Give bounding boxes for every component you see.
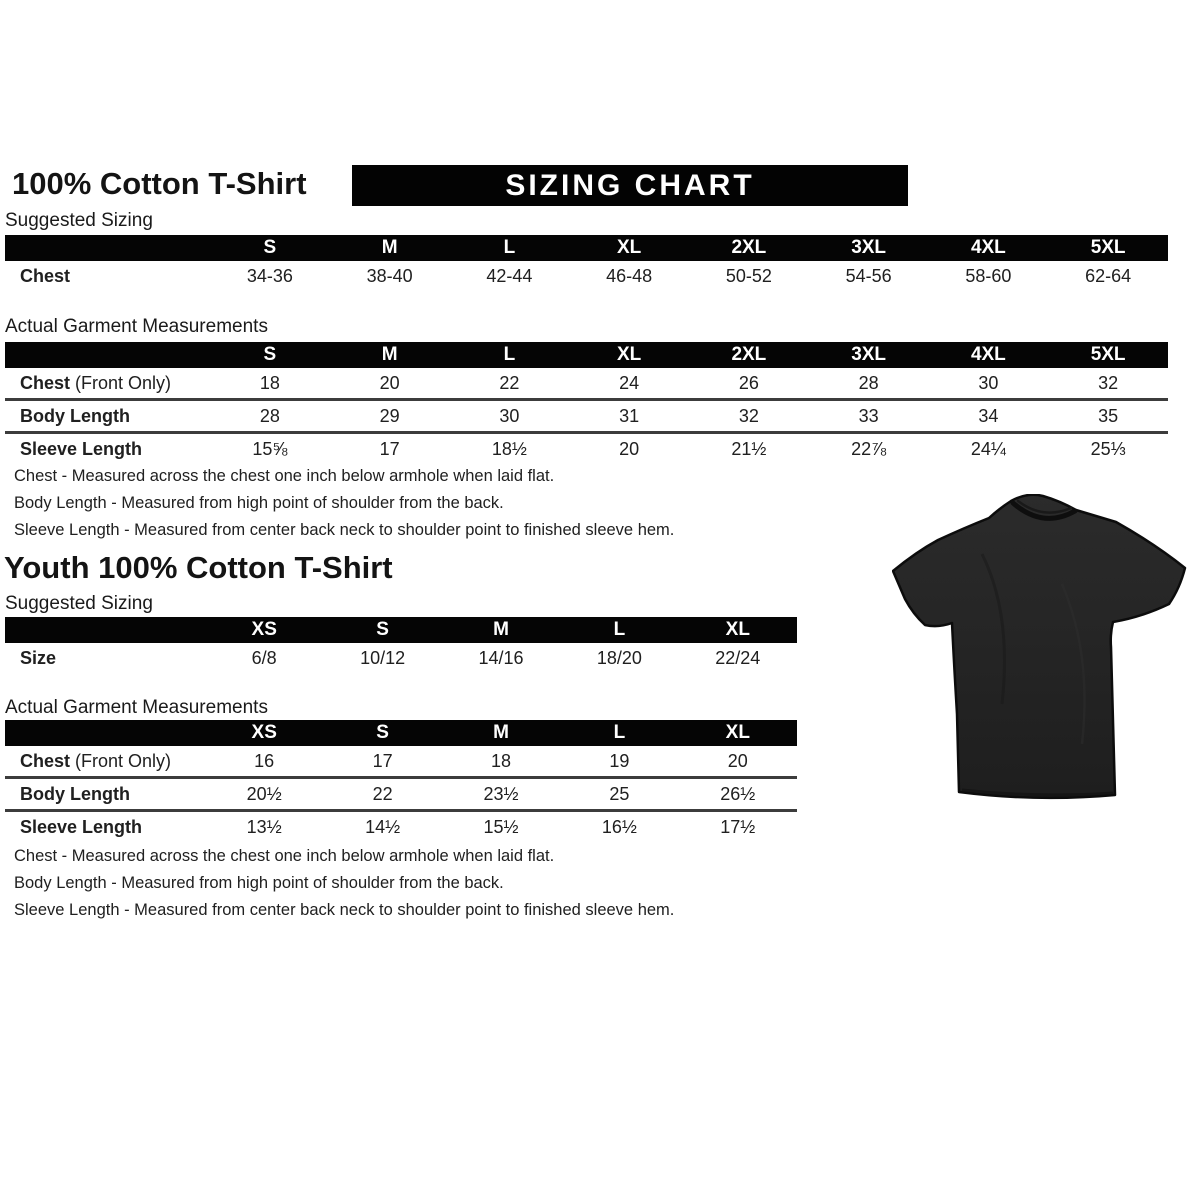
size-column-header: 4XL xyxy=(970,237,1006,258)
measurement-value: 16½ xyxy=(601,816,637,837)
size-column-header: 5XL xyxy=(1090,237,1126,258)
table-header-row xyxy=(5,617,797,643)
measurement-value: 25 xyxy=(609,783,630,804)
measurement-value: 14/16 xyxy=(478,647,524,668)
row-label: Body Length xyxy=(20,405,130,426)
measurement-value: 38-40 xyxy=(366,265,413,286)
measurement-value: 17 xyxy=(379,438,400,459)
size-column-header: XS xyxy=(251,619,277,640)
youth-suggested-sizing-label: Suggested Sizing xyxy=(5,593,153,614)
black-tshirt-photo xyxy=(892,494,1193,802)
youth-suggested-sizing-table xyxy=(5,617,797,673)
measurement-value: 20 xyxy=(619,438,640,459)
note-line: Body Length - Measured from high point of shoulder from the back. xyxy=(14,874,504,892)
measurement-value: 32 xyxy=(738,405,759,426)
table-row xyxy=(5,809,797,842)
measurement-value: 19 xyxy=(609,750,630,771)
size-column-header: M xyxy=(493,619,509,640)
table-row xyxy=(5,746,797,776)
measurement-value: 28 xyxy=(259,405,280,426)
table-row xyxy=(5,398,1168,431)
measurement-value: 23½ xyxy=(483,783,519,804)
size-column-header: S xyxy=(376,722,389,743)
measurement-value: 28 xyxy=(858,372,879,393)
size-column-header: XL xyxy=(616,237,642,258)
table-row xyxy=(5,643,797,673)
sizing-chart-banner: SIZING CHART xyxy=(352,165,908,206)
size-column-header: S xyxy=(263,237,277,258)
size-column-header: M xyxy=(493,722,509,743)
youth-measurement-notes xyxy=(14,843,674,924)
measurement-value: 62-64 xyxy=(1085,265,1132,286)
measurement-value: 30 xyxy=(978,372,999,393)
size-column-header: XL xyxy=(616,344,642,365)
measurement-value: 24¼ xyxy=(970,438,1006,459)
measurement-value: 15½ xyxy=(483,816,519,837)
measurement-value: 33 xyxy=(858,405,879,426)
table-row xyxy=(5,368,1168,398)
measurement-value: 46-48 xyxy=(606,265,653,286)
youth-actual-measurements-table xyxy=(5,720,797,842)
measurement-value: 26 xyxy=(738,372,759,393)
measurement-value: 21½ xyxy=(731,438,767,459)
table-header-row xyxy=(5,720,797,746)
row-label: Size xyxy=(20,647,57,668)
size-column-header: 3XL xyxy=(851,344,887,365)
measurement-value: 18½ xyxy=(491,438,527,459)
size-column-header: 5XL xyxy=(1090,344,1126,365)
measurement-value: 13½ xyxy=(246,816,282,837)
size-column-header: XS xyxy=(251,722,277,743)
table-header-row xyxy=(5,235,1168,261)
measurement-value: 29 xyxy=(379,405,400,426)
note-line: Sleeve Length - Measured from center back neck to shoulder point to finished sleeve hem. xyxy=(14,521,675,539)
table-header-row xyxy=(5,342,1168,368)
table-row xyxy=(5,776,797,809)
measurement-value: 50-52 xyxy=(725,265,772,286)
size-column-header: L xyxy=(613,722,626,743)
measurement-value: 17 xyxy=(372,750,393,771)
size-column-header: L xyxy=(503,237,516,258)
measurement-value: 18 xyxy=(490,750,511,771)
size-column-header: M xyxy=(381,344,398,365)
measurement-value: 18 xyxy=(259,372,280,393)
adult-suggested-sizing-table xyxy=(5,235,1168,291)
measurement-value: 42-44 xyxy=(486,265,533,286)
row-label: Chest (Front Only) xyxy=(20,750,172,771)
note-line: Chest - Measured across the chest one inch below armhole when laid flat. xyxy=(14,847,555,865)
measurement-value: 17½ xyxy=(720,816,756,837)
measurement-value: 14½ xyxy=(365,816,401,837)
measurement-value: 22/24 xyxy=(715,647,761,668)
measurement-value: 34 xyxy=(978,405,999,426)
size-column-header: S xyxy=(263,344,277,365)
measurement-value: 20½ xyxy=(246,783,282,804)
adult-actual-measurements-label: Actual Garment Measurements xyxy=(5,316,268,337)
youth-section-title: Youth 100% Cotton T-Shirt xyxy=(4,550,393,585)
measurement-value: 30 xyxy=(499,405,520,426)
adult-measurement-notes xyxy=(14,463,674,544)
measurement-value: 31 xyxy=(619,405,640,426)
measurement-value: 54-56 xyxy=(845,265,892,286)
youth-actual-measurements-label: Actual Garment Measurements xyxy=(5,697,268,718)
measurement-value: 20 xyxy=(727,750,748,771)
table-row xyxy=(5,431,1168,464)
size-column-header: 4XL xyxy=(970,344,1006,365)
note-line: Sleeve Length - Measured from center back neck to shoulder point to finished sleeve hem. xyxy=(14,901,675,919)
measurement-value: 34-36 xyxy=(246,265,293,286)
measurement-value: 10/12 xyxy=(360,647,406,668)
measurement-value: 24 xyxy=(619,372,640,393)
note-line: Body Length - Measured from high point of shoulder from the back. xyxy=(14,494,504,512)
measurement-value: 18/20 xyxy=(596,647,642,668)
measurement-value: 26½ xyxy=(720,783,756,804)
row-label: Sleeve Length xyxy=(20,438,143,459)
size-column-header: M xyxy=(381,237,398,258)
measurement-value: 15⅝ xyxy=(252,438,288,459)
size-column-header: S xyxy=(376,619,389,640)
measurement-value: 58-60 xyxy=(965,265,1012,286)
adult-suggested-sizing-label: Suggested Sizing xyxy=(5,210,153,231)
measurement-value: 35 xyxy=(1098,405,1119,426)
tshirt-body-shape xyxy=(893,495,1185,798)
note-line: Chest - Measured across the chest one inch below armhole when laid flat. xyxy=(14,467,555,485)
measurement-value: 22 xyxy=(372,783,393,804)
measurement-value: 22 xyxy=(499,372,520,393)
row-label: Chest xyxy=(20,265,71,286)
adult-actual-measurements-table xyxy=(5,342,1168,464)
measurement-value: 6/8 xyxy=(251,647,277,668)
measurement-value: 20 xyxy=(379,372,400,393)
measurement-value: 16 xyxy=(254,750,275,771)
size-column-header: 2XL xyxy=(731,237,767,258)
measurement-value: 22⅞ xyxy=(851,438,887,459)
row-label: Sleeve Length xyxy=(20,816,143,837)
size-column-header: L xyxy=(503,344,516,365)
size-column-header: 2XL xyxy=(731,344,767,365)
table-row xyxy=(5,261,1168,291)
measurement-value: 25⅓ xyxy=(1090,438,1126,459)
size-column-header: XL xyxy=(725,722,750,743)
measurement-value: 32 xyxy=(1098,372,1119,393)
adult-section-title: 100% Cotton T-Shirt xyxy=(12,166,307,201)
size-column-header: 3XL xyxy=(851,237,887,258)
row-label: Chest (Front Only) xyxy=(20,372,172,393)
size-column-header: L xyxy=(613,619,626,640)
size-column-header: XL xyxy=(725,619,750,640)
row-label: Body Length xyxy=(20,783,130,804)
